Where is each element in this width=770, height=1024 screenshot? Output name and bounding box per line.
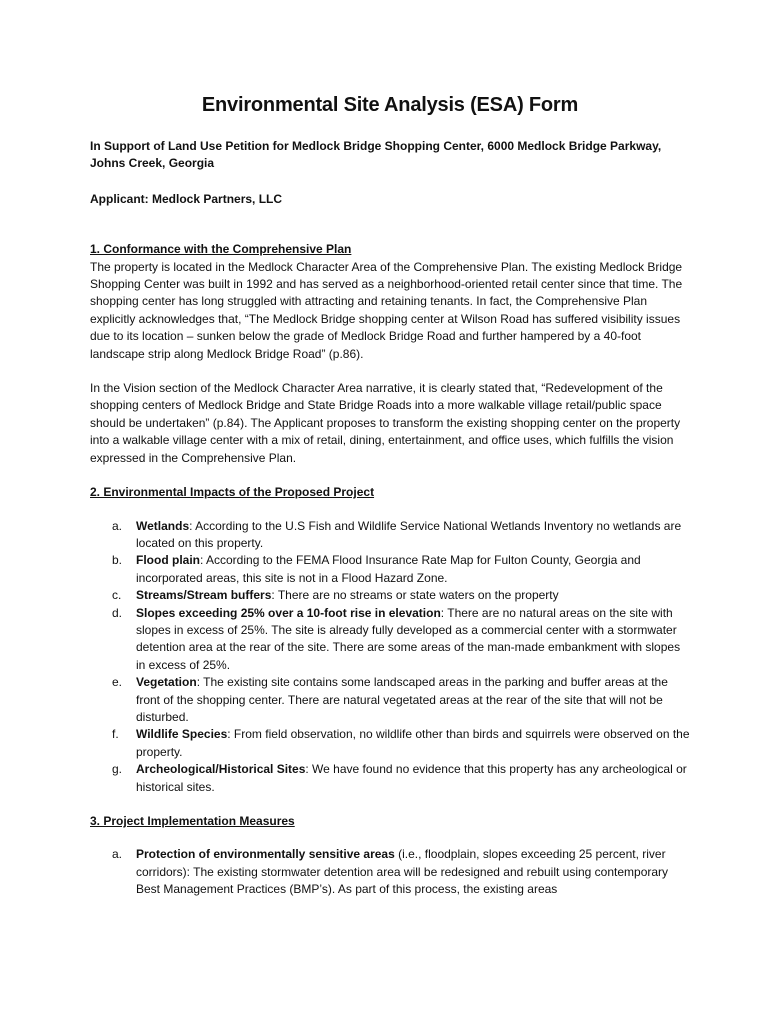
list-text: : The existing site contains some landscaped areas in the parking and buffer areas at the front of the shopping center. There are natural vegetated areas at the rear of the site that will not be disturbed.	[136, 675, 668, 724]
list-text: (i.e., floodplain, slopes exceeding 25 percent, river corridors): The existing stormwater detention area will be redesigned and rebuilt using contemporary Best Management Practices (BMP’s). As part of this process, the existing areas	[136, 847, 669, 897]
list-marker: c.	[112, 588, 122, 603]
document-title: Environmental Site Analysis (ESA) Form	[201, 94, 579, 116]
section-1-paragraph-2: In the Vision section of the Medlock Character Area narrative, it is clearly stated that, “Redevelopment of the shopping centers of Medlock Bridge and State Bridge Roads into a more walkable village retail/public space should be undertaken” (p.84). The Applicant proposes to transform the existing shopping center on the property into a walkable village center with a mix of retail, dining, entertainment, and office uses, which fulfills the vision expressed in the Comprehensive Plan.	[90, 381, 681, 465]
list-item-vegetation	[90, 674, 690, 726]
list-item-wetlands	[90, 518, 690, 553]
list-term: Archeological/Historical Sites	[136, 762, 306, 777]
list-term: Wildlife Species	[136, 727, 228, 742]
list-marker: a.	[112, 518, 123, 533]
applicant-line: Applicant: Medlock Partners, LLC	[90, 191, 283, 206]
list-term: Wetlands	[136, 518, 190, 533]
list-term: Streams/Stream buffers	[136, 588, 272, 603]
list-term: Vegetation	[136, 675, 197, 690]
section-1-paragraph-1: The property is located in the Medlock Character Area of the Comprehensive Plan. The existing Medlock Bridge Shopping Center was built in 1992 and has served as a neighborhood-oriented retail center since that time. The shopping center has long struggled with attracting and retaining tenants. In fact, the Comprehensive Plan explicitly acknowledges that, “The Medlock Bridge shopping center at Wilson Road has suffered visibility issues due to its location – sunken below the grade of Medlock Bridge Road and further hampered by a 40-foot landscape strip along Medlock Bridge Road” (p.86).	[90, 259, 683, 361]
section-2-list	[90, 518, 690, 797]
section-3-list	[90, 846, 690, 898]
list-marker: b.	[112, 553, 123, 568]
list-item-slopes	[90, 605, 690, 675]
list-marker: d.	[112, 605, 123, 620]
list-text: : From field observation, no wildlife other than birds and squirrels were observed on the property.	[136, 727, 690, 759]
list-text: : According to the FEMA Flood Insurance Rate Map for Fulton County, Georgia and incorporated areas, this site is not in a Flood Hazard Zone.	[136, 553, 641, 585]
section-1-heading: 1. Conformance with the Comprehensive Plan	[90, 242, 352, 257]
list-item-wildlife	[90, 726, 690, 761]
list-term: Flood plain	[136, 553, 200, 568]
list-marker: a.	[112, 847, 123, 862]
list-term: Slopes exceeding 25% over a 10-foot rise in elevation	[136, 605, 441, 620]
document-page	[90, 92, 690, 916]
list-text: : There are no streams or state waters on the property	[271, 588, 559, 603]
list-item-flood-plain	[90, 552, 690, 587]
list-term: Protection of environmentally sensitive areas	[136, 847, 395, 862]
list-item-streams	[90, 587, 690, 604]
section-3-heading: 3. Project Implementation Measures	[90, 814, 295, 828]
list-text: : According to the U.S Fish and Wildlife Service National Wetlands Inventory no wetlands are located on this property.	[136, 518, 682, 550]
list-marker: g.	[112, 762, 123, 777]
list-text: : There are no natural areas on the site with slopes in excess of 25%. The site is already fully developed as a commercial center with a stormwater detention area at the rear of the site. There are some areas of the man-made embankment with slopes in excess of 25%.	[136, 605, 681, 672]
list-item-protection	[90, 846, 690, 898]
section-2-heading: 2. Environmental Impacts of the Proposed Project	[90, 485, 375, 500]
document-subtitle: In Support of Land Use Petition for Medlock Bridge Shopping Center, 6000 Medlock Bridge Parkway, Johns Creek, Georgia	[90, 139, 662, 171]
list-item-archeological	[90, 761, 690, 796]
list-text: : We have found no evidence that this property has any archeological or historical sites.	[136, 762, 687, 794]
list-marker: e.	[112, 675, 123, 690]
list-marker: f.	[112, 727, 119, 742]
